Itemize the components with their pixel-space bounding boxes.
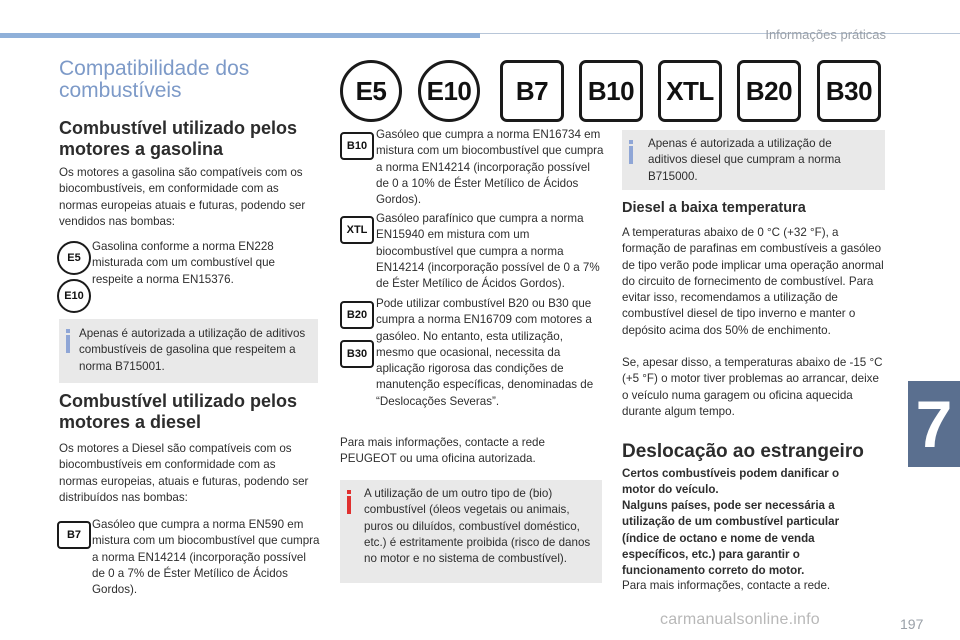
petrol-item-text: Gasolina conforme a norma EN228 misturada com um combustível que respeite a norma EN15376.: [92, 240, 275, 286]
abroad-bold-2: Nalguns países, pode ser necessária a utilização de um combustível particular (índice de octano e nome de venda específicos, etc.) para garantir o funcionamento correto do motor.: [622, 499, 840, 578]
low-temp-heading: Diesel a baixa temperatura: [622, 200, 806, 216]
diesel-note-box: [622, 130, 885, 190]
section-title: Compatibilidade dos combustíveis: [59, 57, 250, 102]
chapter-tab[interactable]: 7: [908, 381, 960, 467]
petrol-heading: Combustível utilizado pelos motores a gasolina: [59, 118, 298, 159]
more-info-text: Para mais informações, contacte a rede PEUGEOT ou uma oficina autorizada.: [340, 436, 545, 466]
warning-box: [340, 480, 602, 583]
petrol-note-box: [59, 319, 318, 383]
fuel-b20-icon: B20: [737, 60, 801, 122]
header-title: Informações práticas: [765, 27, 886, 42]
b20-small-icon: B20: [340, 301, 374, 329]
fuel-b30-icon: B30: [817, 60, 881, 122]
fuel-icon-row: [340, 60, 882, 122]
info-icon: [66, 329, 70, 353]
fuel-e5-icon: E5: [340, 60, 402, 122]
fuel-e10-icon: E10: [418, 60, 480, 122]
fuel-xtl-icon: XTL: [658, 60, 722, 122]
low-temp-text: A temperaturas abaixo de 0 °C (+32 °F), a formação de parafinas em combustíveis a gasóleo de tipo verão pode implicar uma operação anormal do circuito de fornecimento de combustível. Para evitar isso, recomendamos a utilização de combustível diesel de tipo inverno e manter o depósito acima dos 50% de enchimento.: [622, 226, 884, 337]
e10-small-icon: E10: [57, 279, 91, 313]
warning-icon: [347, 490, 351, 514]
low-temp-text-2: Se, apesar disso, a temperaturas abaixo de -15 °C (+5 °F) o motor tiver problemas ao arrancar, deixe o veículo numa garagem ou oficina aquecida durante algum tempo.: [622, 356, 883, 418]
diesel-heading: Combustível utilizado pelos motores a diesel: [59, 391, 298, 432]
fuel-b7-icon: B7: [500, 60, 564, 122]
b10-text: Gasóleo que cumpra a norma EN16734 em mistura com um biocombustível que cumpra a norma EN14214 (incorporação possível de 0 a 10% de Éster Metílico de Ácidos Gordos).: [376, 128, 604, 207]
e5-small-icon: E5: [57, 241, 91, 275]
diesel-note-text: Apenas é autorizada a utilização de aditivos diesel que cumpram a norma B715000.: [648, 137, 841, 183]
diesel-intro: Os motores a Diesel são compatíveis com os biocombustíveis em conformidade com as normas europeias, atuais e futuras, podendo ser distribuídos nas bombas:: [59, 442, 309, 504]
abroad-text: Para mais informações, contacte a rede.: [622, 579, 831, 592]
info-icon: [629, 140, 633, 164]
xtl-small-icon: XTL: [340, 216, 374, 244]
fuel-b10-icon: B10: [579, 60, 643, 122]
watermark-text: carmanualsonline.info: [660, 611, 820, 628]
abroad-bold-1: Certos combustíveis podem danificar o motor do veículo.: [622, 467, 840, 497]
b20-b30-text: Pode utilizar combustível B20 ou B30 que cumpra a norma EN16709 com motores a gasóleo. No entanto, esta utilização, mesmo que ocasional, necessita da aplicação rigorosa das condições de manutenção específicas, denominadas de “Deslocações Severas”.: [376, 297, 594, 408]
petrol-intro: Os motores a gasolina são compatíveis com os biocombustíveis, em conformidade com as normas europeias atuais e futuras, podendo ser vendidos nas bombas:: [59, 166, 306, 228]
warning-text: A utilização de um outro tipo de (bio) combustível (óleos vegetais ou animais, puros ou diluídos, combustível doméstico, etc.) é estritamente proibida (risco de danos no motor e no sistema de combustível).: [364, 487, 591, 566]
header-accent-bar: [0, 33, 480, 38]
header-separator: [480, 33, 960, 34]
b7-small-icon: B7: [57, 521, 91, 549]
page-number: 197: [900, 616, 924, 632]
xtl-text: Gasóleo parafínico que cumpra a norma EN15940 em mistura com um biocombustível que cumpra a norma EN14214 (incorporação possível de 0 a 7% de Éster Metílico de Ácidos Gordos).: [376, 212, 600, 291]
petrol-note-text: Apenas é autorizada a utilização de aditivos combustíveis de gasolina que respeitem a norma B715001.: [79, 327, 306, 373]
b7-text: Gasóleo que cumpra a norma EN590 em mistura com um biocombustível que cumpra a norma EN14214 (incorporação possível de 0 a 7% de Éster Metílico de Ácidos Gordos).: [92, 518, 320, 597]
b10-small-icon: B10: [340, 132, 374, 160]
b30-small-icon: B30: [340, 340, 374, 368]
abroad-heading: Deslocação ao estrangeiro: [622, 441, 864, 462]
